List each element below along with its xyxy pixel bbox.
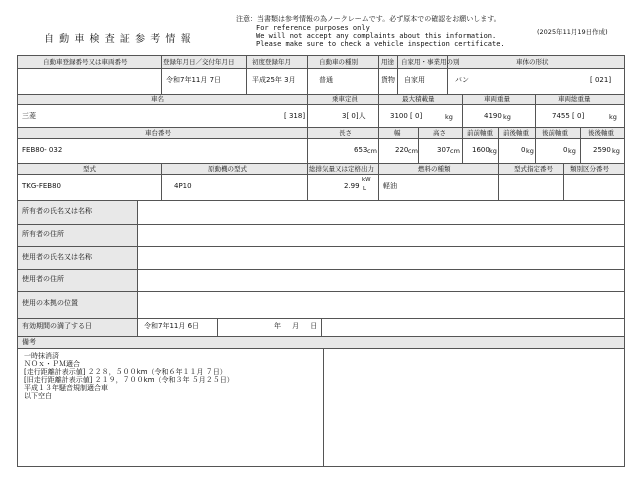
body-value: バン (455, 76, 469, 84)
reg-date-value: 令和7年11月 7日 (166, 76, 222, 84)
header-length: 長さ (339, 129, 352, 137)
kind-value: 普通 (319, 76, 333, 84)
gross-value: 7455 [ 0] (552, 112, 585, 120)
displacement-unit-l: L (363, 186, 367, 192)
header-width: 幅 (394, 129, 401, 137)
displacement-value: 2.99 (344, 182, 360, 190)
rule (580, 127, 581, 163)
header-car-name: 車名 (151, 95, 164, 103)
rule (161, 55, 162, 94)
header-front-rear-axle: 前後軸重 (503, 129, 529, 137)
rule (323, 348, 324, 467)
rule (378, 55, 379, 94)
row2-header-bg (18, 94, 624, 104)
rule (161, 163, 162, 200)
rule (17, 104, 625, 105)
header-max-load: 最大積載量 (402, 95, 435, 103)
header-private: 自家用・事業用の別 (401, 58, 460, 66)
rule (321, 318, 322, 336)
rear-rear-axle-unit: kg (612, 147, 620, 155)
header-engine: 原動機の型式 (208, 165, 247, 173)
remarks-line: 以下空白 (24, 392, 52, 400)
page-title: 自 動 車 検 査 証 参 考 情 報 (44, 34, 192, 45)
header-rear-rear-axle: 後後軸重 (588, 129, 614, 137)
rule (307, 127, 308, 163)
header-weight: 車両重量 (484, 95, 510, 103)
front-rear-axle-unit: kg (526, 147, 534, 155)
rule (17, 68, 625, 69)
rule (17, 246, 625, 247)
notice-line-3: We will not accept any complaints about this information. (256, 32, 497, 40)
first-reg-value: 平成25年 3月 (252, 76, 296, 84)
header-gross: 車両総重量 (558, 95, 591, 103)
rule (307, 55, 308, 94)
header-rear-front-axle: 後前軸重 (542, 129, 568, 137)
rear-front-axle-unit: kg (568, 147, 576, 155)
expiry-label: 有効期間の満了する日 (22, 322, 92, 330)
rear-front-axle-value: 0 (563, 146, 568, 154)
rule (418, 127, 419, 163)
header-body: 車体の形状 (516, 58, 549, 66)
notice-line-4: Please make sure to check a vehicle inspection certificate. (256, 40, 505, 48)
remarks-line: ＮＯｘ・ＰＭ適合 (24, 360, 80, 368)
max-load-unit: kg (445, 113, 453, 121)
base-location-label: 使用の本拠の位置 (22, 299, 78, 307)
rule (462, 94, 463, 127)
rule (498, 163, 499, 200)
rule (17, 269, 625, 270)
capacity-value: 3[ 0]人 (342, 112, 366, 120)
header-class-no: 類別区分番号 (570, 165, 609, 173)
header-model: 型式 (83, 165, 96, 173)
user-address-label: 使用者の住所 (22, 275, 64, 283)
weight-unit: kg (503, 113, 511, 121)
rule (378, 163, 379, 200)
rule (378, 127, 379, 163)
rule (307, 94, 308, 127)
header-first-reg: 初度登録年月 (252, 58, 291, 66)
fuel-value: 軽油 (383, 182, 397, 190)
rule (137, 200, 138, 336)
header-reg-no: 自動車登録番号又は車両番号 (43, 58, 128, 66)
expiry-blank-date: 年 月 日 (274, 322, 318, 330)
front-front-axle-value: 1600 (472, 146, 490, 154)
length-value: 653 (354, 146, 368, 154)
remarks-label-bg (18, 336, 624, 348)
rule (498, 127, 499, 163)
rule (217, 318, 218, 336)
rule (17, 291, 625, 292)
expiry-value: 令和7年11月 6日 (144, 322, 200, 330)
user-name-label: 使用者の氏名又は名称 (22, 253, 92, 261)
engine-value: 4P10 (174, 182, 192, 190)
rule (563, 163, 564, 200)
notice-line-2: For reference purposes only (256, 24, 370, 32)
rule (17, 200, 625, 201)
rear-rear-axle-value: 2590 (593, 146, 611, 154)
remarks-line: 平成１３年騒音規制適合車 (24, 384, 108, 392)
displacement-unit-kw: kW (362, 177, 371, 183)
private-value: 自家用 (404, 76, 425, 84)
remarks-line: [走行距離計表示値] ２２８，５００km（令和６年１１月 ７日） (24, 368, 227, 376)
header-use: 用途 (381, 58, 394, 66)
header-chassis: 車台番号 (145, 129, 171, 137)
row3-header-bg (18, 127, 624, 138)
rule (17, 163, 625, 164)
owner-address-label: 所有者の住所 (22, 230, 64, 238)
header-reg-date: 登録年月日／交付年月日 (163, 58, 235, 66)
rule (462, 127, 463, 163)
header-capacity: 乗車定員 (332, 95, 358, 103)
width-value: 220 (395, 146, 409, 154)
gross-unit: kg (609, 113, 617, 121)
owner-name-label: 所有者の氏名又は名称 (22, 207, 92, 215)
model-value: TKG-FEB80 (22, 182, 61, 190)
max-load-value: 3100 [ 0] (390, 112, 423, 120)
front-front-axle-unit: kg (489, 147, 497, 155)
weight-value: 4190 (484, 112, 502, 120)
rule (17, 348, 625, 349)
header-front-front-axle: 前前軸重 (467, 129, 493, 137)
remarks-label: 備考 (22, 338, 36, 346)
rule (17, 336, 625, 337)
body-code-value: [ 021] (590, 76, 612, 84)
remarks-line: 一時抹消済 (24, 352, 59, 360)
rule (535, 127, 536, 163)
rule (17, 94, 625, 95)
remarks-line: [旧走行距離計表示値] ２１９，７００km（令和３年 ５月２５日） (24, 376, 234, 384)
height-unit: cm (450, 147, 460, 155)
use-value: 貨物 (381, 76, 395, 84)
car-name-code: [ 318] (284, 112, 306, 120)
header-displacement: 総排気量又は定格出力 (309, 165, 374, 173)
length-unit: cm (367, 147, 377, 155)
rule (17, 127, 625, 128)
created-date: (2025年11月19日作成) (537, 28, 608, 36)
header-type-no: 型式指定番号 (514, 165, 553, 173)
width-unit: cm (408, 147, 418, 155)
front-rear-axle-value: 0 (521, 146, 526, 154)
chassis-value: FEB80- 032 (22, 146, 63, 154)
rule (17, 174, 625, 175)
car-name-value: 三菱 (22, 112, 36, 120)
header-height: 高さ (433, 129, 446, 137)
notice-line-1: 注意：当書類は参考情報の為ノークレームです。必ず原本での確認をお願いします。 (236, 15, 501, 23)
rule (17, 138, 625, 139)
rule (246, 55, 247, 94)
header-kind: 自動車の種別 (319, 58, 358, 66)
rule (307, 163, 308, 200)
rule (378, 94, 379, 127)
rule (397, 55, 398, 94)
header-fuel: 燃料の種類 (418, 165, 451, 173)
rule (535, 94, 536, 127)
height-value: 307 (437, 146, 451, 154)
rule (17, 224, 625, 225)
